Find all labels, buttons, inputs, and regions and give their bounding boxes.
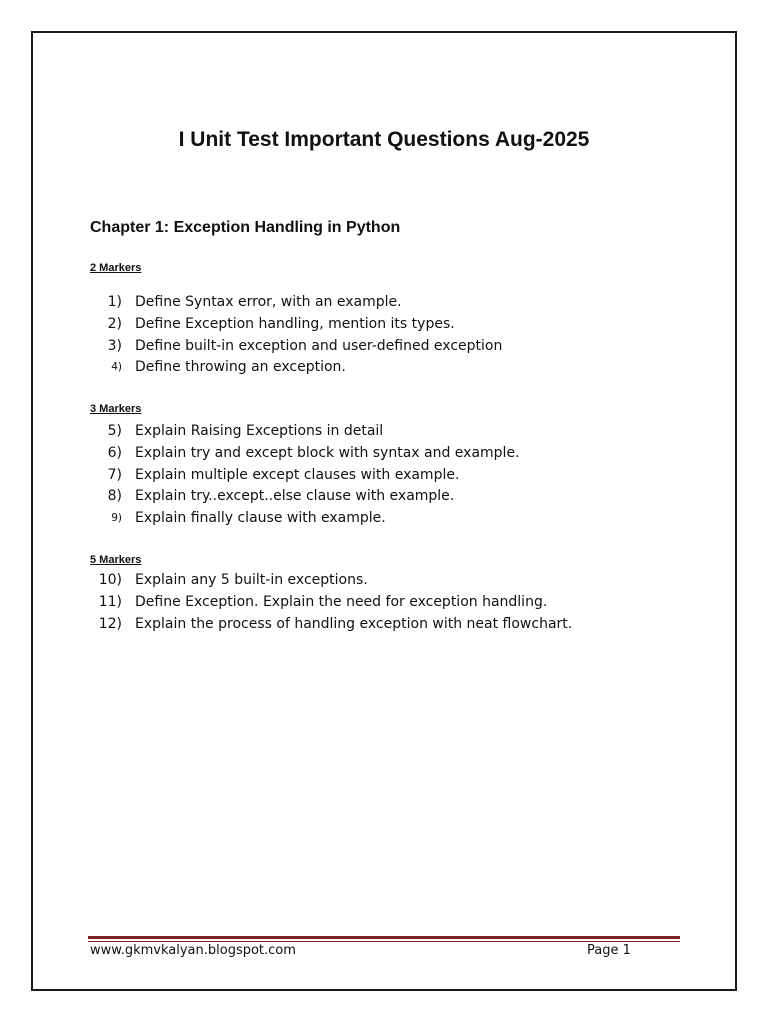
question-number: 5) [107,423,122,439]
question-number: 7) [107,466,122,483]
question-text: Define Syntax error, with an example. [135,294,402,310]
footer-divider-thin [88,941,680,942]
question-text: Explain finally clause with example. [135,510,386,527]
list-item [90,614,690,636]
question-number: 12) [98,615,122,632]
question-number: 4) [111,361,122,374]
page-number: Page 1 [587,943,631,958]
chapter-heading: Chapter 1: Exception Handling in Python [90,219,401,236]
question-text: Define Exception handling, mention its types. [135,315,455,332]
question-number: 10) [98,572,122,588]
question-list-5-markers [90,570,690,635]
list-item [90,292,690,314]
list-item [90,465,690,487]
section-label-3-markers: 3 Markers [90,403,142,415]
question-text: Explain try..except..else clause with example. [135,488,455,505]
section-label-5-markers: 5 Markers [90,554,142,566]
list-item [90,592,690,614]
question-text: Explain Raising Exceptions in detail [135,423,384,439]
question-number: 8) [107,488,122,505]
question-number: 1) [107,294,122,310]
question-text: Explain multiple except clauses with example. [135,466,460,483]
list-item [90,570,690,592]
list-item [90,486,690,508]
list-item [90,357,690,379]
list-item [90,443,690,465]
list-item [90,336,690,358]
question-number: 2) [107,315,122,332]
list-item [90,421,690,443]
question-number: 11) [98,593,122,610]
question-list-3-markers [90,421,690,530]
list-item [90,314,690,336]
footer-divider [88,936,680,939]
question-text: Explain the process of handling exception with neat flowchart. [135,615,573,632]
section-label-2-markers: 2 Markers [90,262,142,274]
question-number: 3) [107,337,122,354]
question-text: Explain any 5 built-in exceptions. [135,572,368,588]
question-list-2-markers [90,292,690,379]
question-text: Define built-in exception and user-defined exception [135,337,503,354]
question-text: Explain try and except block with syntax and example. [135,444,520,461]
question-number: 6) [107,444,122,461]
question-number: 9) [111,512,122,525]
question-text: Define Exception. Explain the need for exception handling. [135,593,548,610]
footer-url: www.gkmvkalyan.blogspot.com [90,943,296,958]
question-text: Define throwing an exception. [135,359,346,376]
document-title: I Unit Test Important Questions Aug-2025 [178,128,590,151]
list-item [90,508,690,530]
